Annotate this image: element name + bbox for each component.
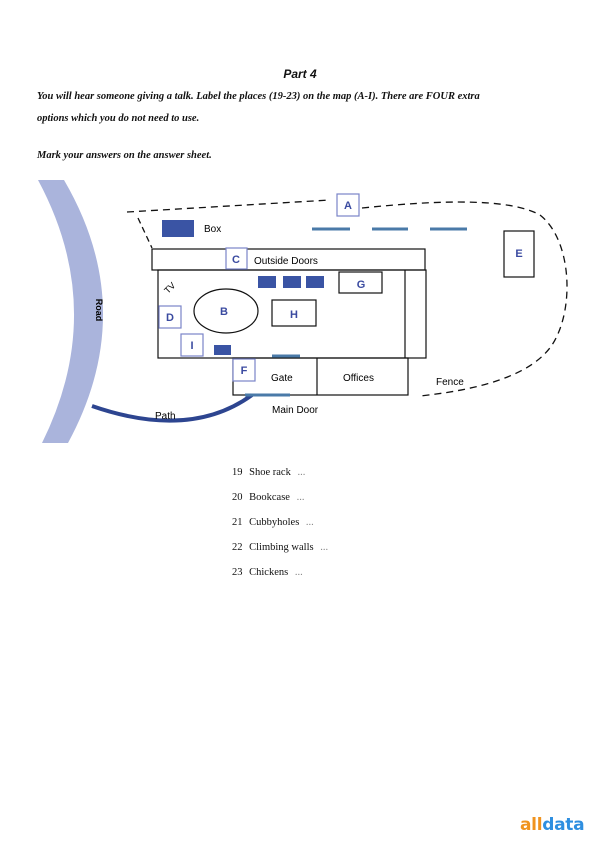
road-shape — [38, 180, 103, 443]
answer-blank[interactable]: ... — [294, 567, 303, 578]
question-label: Shoe rack — [249, 467, 291, 478]
tv-label: TV — [162, 280, 178, 296]
question-label: Chickens — [249, 567, 289, 578]
instruction-line-1: You will hear someone giving a talk. Label the places (19-23) on the map (A-I). There are FOUR extra — [37, 91, 480, 102]
question-number: 19 — [232, 467, 243, 478]
question-label: Cubbyholes — [249, 517, 300, 528]
marker-h: H — [290, 309, 298, 321]
answer-note: Mark your answers on the answer sheet. — [37, 150, 212, 161]
question-label: Bookcase — [249, 492, 290, 503]
question-item — [232, 466, 328, 491]
map-diagram — [0, 170, 600, 450]
question-item — [232, 541, 328, 566]
question-item — [232, 566, 328, 591]
question-number: 20 — [232, 492, 243, 503]
offices-label: Offices — [343, 373, 374, 384]
gate-label: Gate — [271, 373, 293, 384]
fence-label: Fence — [436, 377, 464, 388]
question-item — [232, 516, 328, 541]
question-list — [232, 466, 328, 591]
answer-blank[interactable]: ... — [305, 517, 314, 528]
question-number: 23 — [232, 567, 243, 578]
marker-f: F — [240, 365, 248, 377]
marker-e: E — [515, 248, 523, 260]
question-label: Climbing walls — [249, 542, 314, 553]
marker-i: I — [190, 340, 194, 352]
dark-block — [214, 345, 231, 355]
page-title: Part 4 — [283, 67, 317, 81]
main-door-label: Main Door — [272, 405, 319, 416]
question-number: 21 — [232, 517, 243, 528]
marker-d: D — [166, 312, 174, 324]
marker-g: G — [356, 279, 366, 291]
answer-blank[interactable]: ... — [320, 542, 329, 553]
question-number: 22 — [232, 542, 243, 553]
path-label: Path — [155, 411, 176, 422]
answer-blank[interactable]: ... — [296, 492, 305, 503]
question-item — [232, 491, 328, 516]
box-shape — [162, 220, 194, 237]
box-label: Box — [204, 224, 222, 235]
blue-squares — [258, 276, 324, 288]
fence-line-left — [138, 218, 152, 248]
instruction-line-2: options which you do not need to use. — [37, 113, 200, 124]
answer-blank[interactable]: ... — [297, 467, 306, 478]
outside-doors-label: Outside Doors — [254, 256, 318, 267]
marker-c: C — [232, 254, 240, 266]
road-label: Road — [94, 298, 104, 322]
alldata-logo: alldata — [520, 815, 585, 835]
marker-a: A — [344, 200, 352, 212]
marker-b: B — [220, 306, 228, 318]
